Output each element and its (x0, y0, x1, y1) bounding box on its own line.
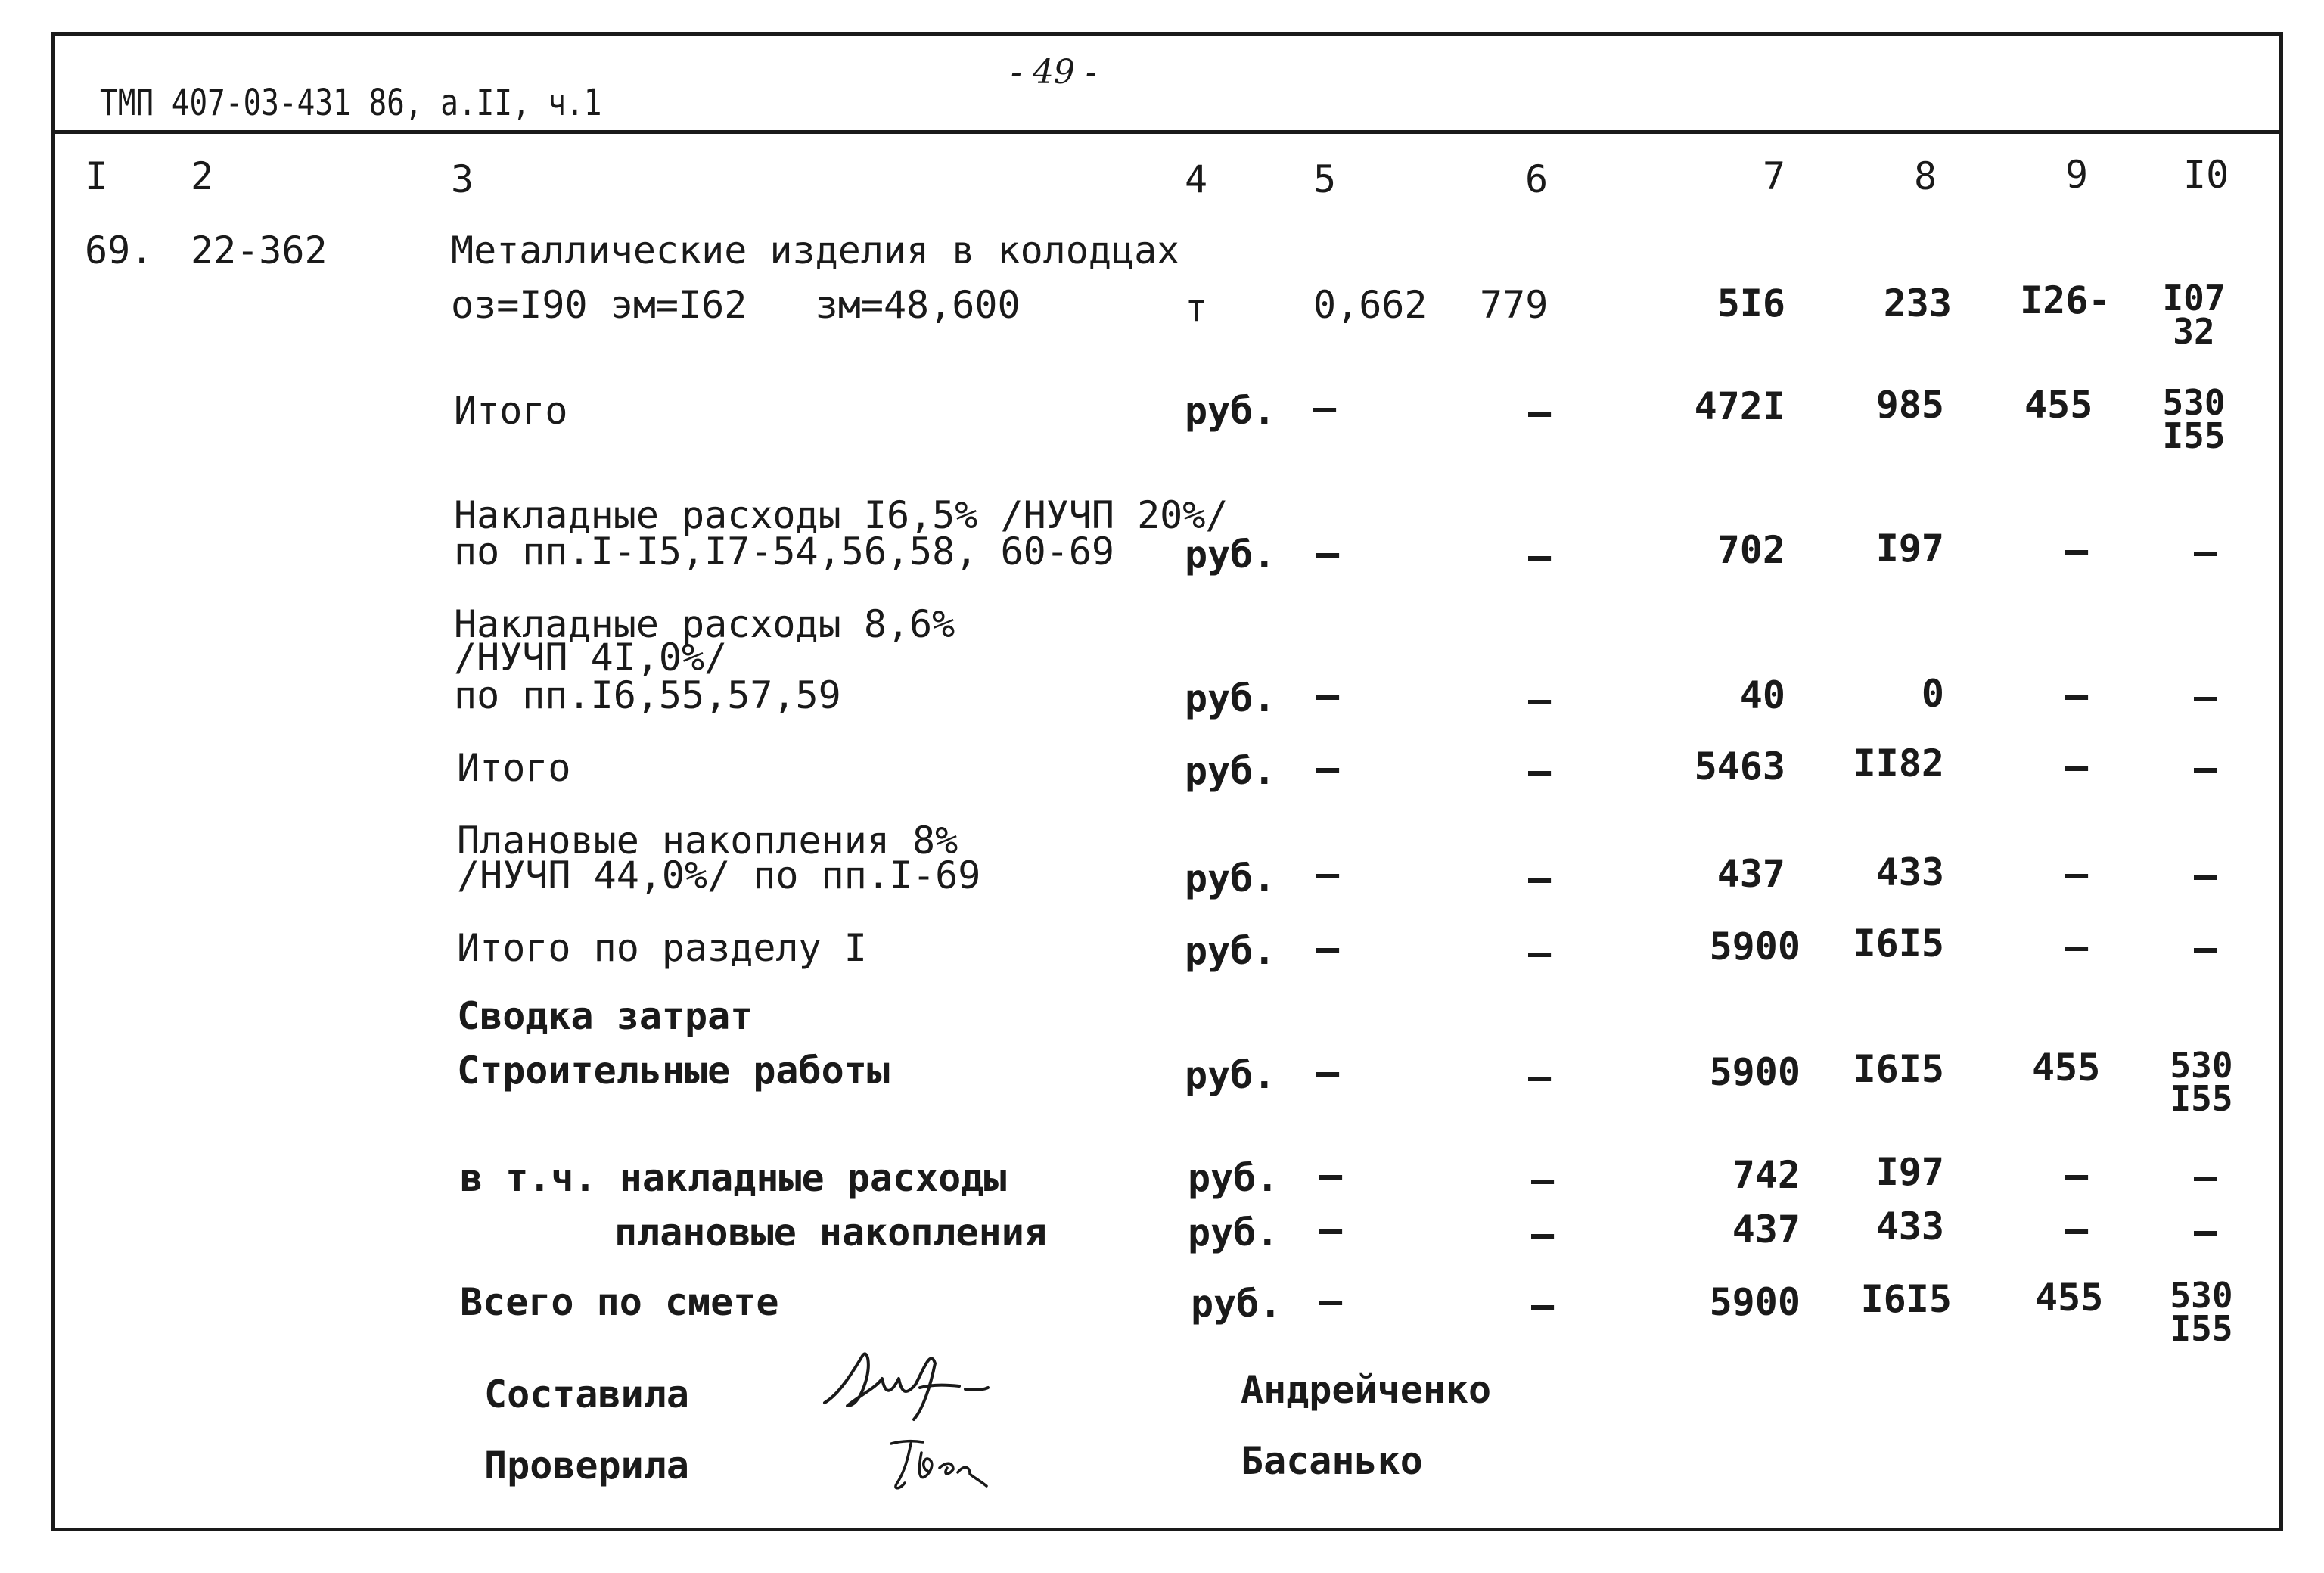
column-header-7: 7 (1763, 154, 1786, 198)
column-header-6: 6 (1525, 157, 1549, 201)
compiled-by-name: Андрейченко (1241, 1368, 1492, 1412)
column-header-10: I0 (2183, 153, 2229, 197)
column-header-2: 2 (191, 154, 214, 198)
signature-checked (885, 1430, 1021, 1498)
column-header-5: 5 (1313, 157, 1337, 201)
column-header-8: 8 (1914, 154, 1937, 198)
checked-by-name: Басанько (1241, 1439, 1423, 1483)
checked-by-label: Проверила (484, 1444, 689, 1488)
column-header-3: 3 (451, 157, 474, 201)
compiled-by-label: Составила (484, 1372, 689, 1416)
column-header-4: 4 (1185, 157, 1208, 201)
page-number: - 49 - (1011, 53, 1097, 92)
column-header-9: 9 (2065, 153, 2089, 197)
signature-compiled (817, 1341, 1014, 1424)
document-code: ТМП 407-03-431 86, а.II, ч.1 (100, 82, 602, 124)
column-header-1: I (85, 154, 108, 198)
header-divider (51, 130, 2283, 134)
